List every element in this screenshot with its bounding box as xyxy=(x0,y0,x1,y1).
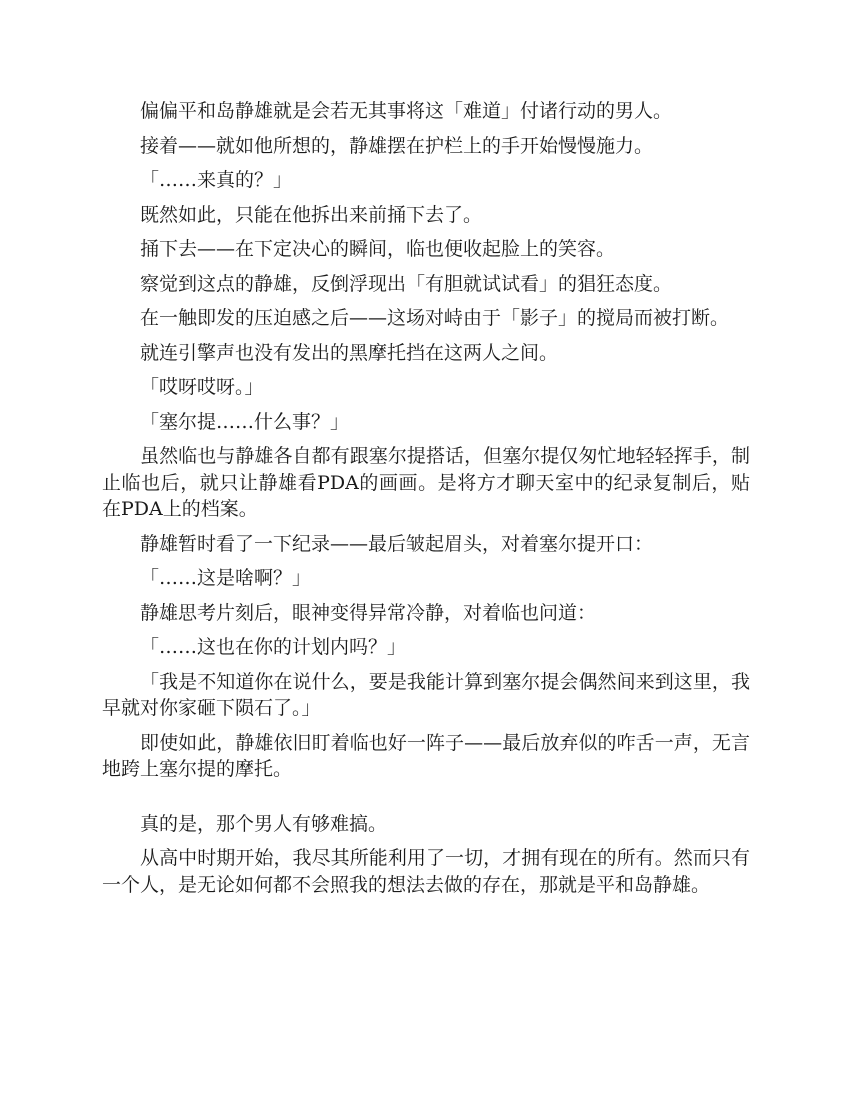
paragraph: 就连引擎声也没有发出的黑摩托挡在这两人之间。 xyxy=(140,341,559,364)
body-text xyxy=(102,98,750,906)
paragraph: 接着——就如他所想的，静雄摆在护栏上的手开始慢慢施力。 xyxy=(140,134,654,157)
paragraph: 从高中时期开始，我尽其所能利用了一切，才拥有现在的所有。然而只有一个人，是无论如何都不会照我的想法去做的存在，那就是平和岛静雄。 xyxy=(102,847,750,896)
paragraph: 既然如此，只能在他拆出来前捅下去了。 xyxy=(140,203,483,226)
paragraph: 偏偏平和岛静雄就是会若无其事将这「难道」付诸行动的男人。 xyxy=(140,100,673,122)
paragraph: 「……这是啥啊？」 xyxy=(140,567,312,589)
paragraph: 捅下去——在下定决心的瞬间，临也便收起脸上的笑容。 xyxy=(140,238,616,260)
paragraph: 「哎呀哎呀。」 xyxy=(140,376,264,398)
paragraph: 在一触即发的压迫感之后——这场对峙由于「影子」的搅局而被打断。 xyxy=(140,307,730,329)
paragraph: 虽然临也与静雄各自都有跟塞尔提搭话，但塞尔提仅匆忙地轻轻挥手，制止临也后，就只让静雄看PDA的画画。是将方才聊天室中的纪录复制后，贴在PDA上的档案。 xyxy=(102,445,750,520)
paragraph: 「我是不知道你在说什么，要是我能计算到塞尔提会偶然间来到这里，我早就对你家砸下陨石了。」 xyxy=(102,670,750,719)
paragraph: 即使如此，静雄依旧盯着临也好一阵子——最后放弃似的咋舌一声，无言地跨上塞尔提的摩托。 xyxy=(102,731,750,780)
paragraph: 静雄思考片刻后，眼神变得异常冷静，对着临也问道： xyxy=(140,601,597,624)
paragraph: 静雄暂时看了一下纪录——最后皱起眉头，对着塞尔提开口： xyxy=(140,532,654,555)
paragraph: 「……来真的？」 xyxy=(140,169,293,191)
paragraph: 察觉到这点的静雄，反倒浮现出「有胆就试试看」的猖狂态度。 xyxy=(140,272,673,295)
paragraph: 真的是，那个男人有够难搞。 xyxy=(140,812,388,835)
paragraph: 「塞尔提……什么事？」 xyxy=(140,410,350,433)
paragraph: 「……这也在你的计划内吗？」 xyxy=(140,636,407,658)
